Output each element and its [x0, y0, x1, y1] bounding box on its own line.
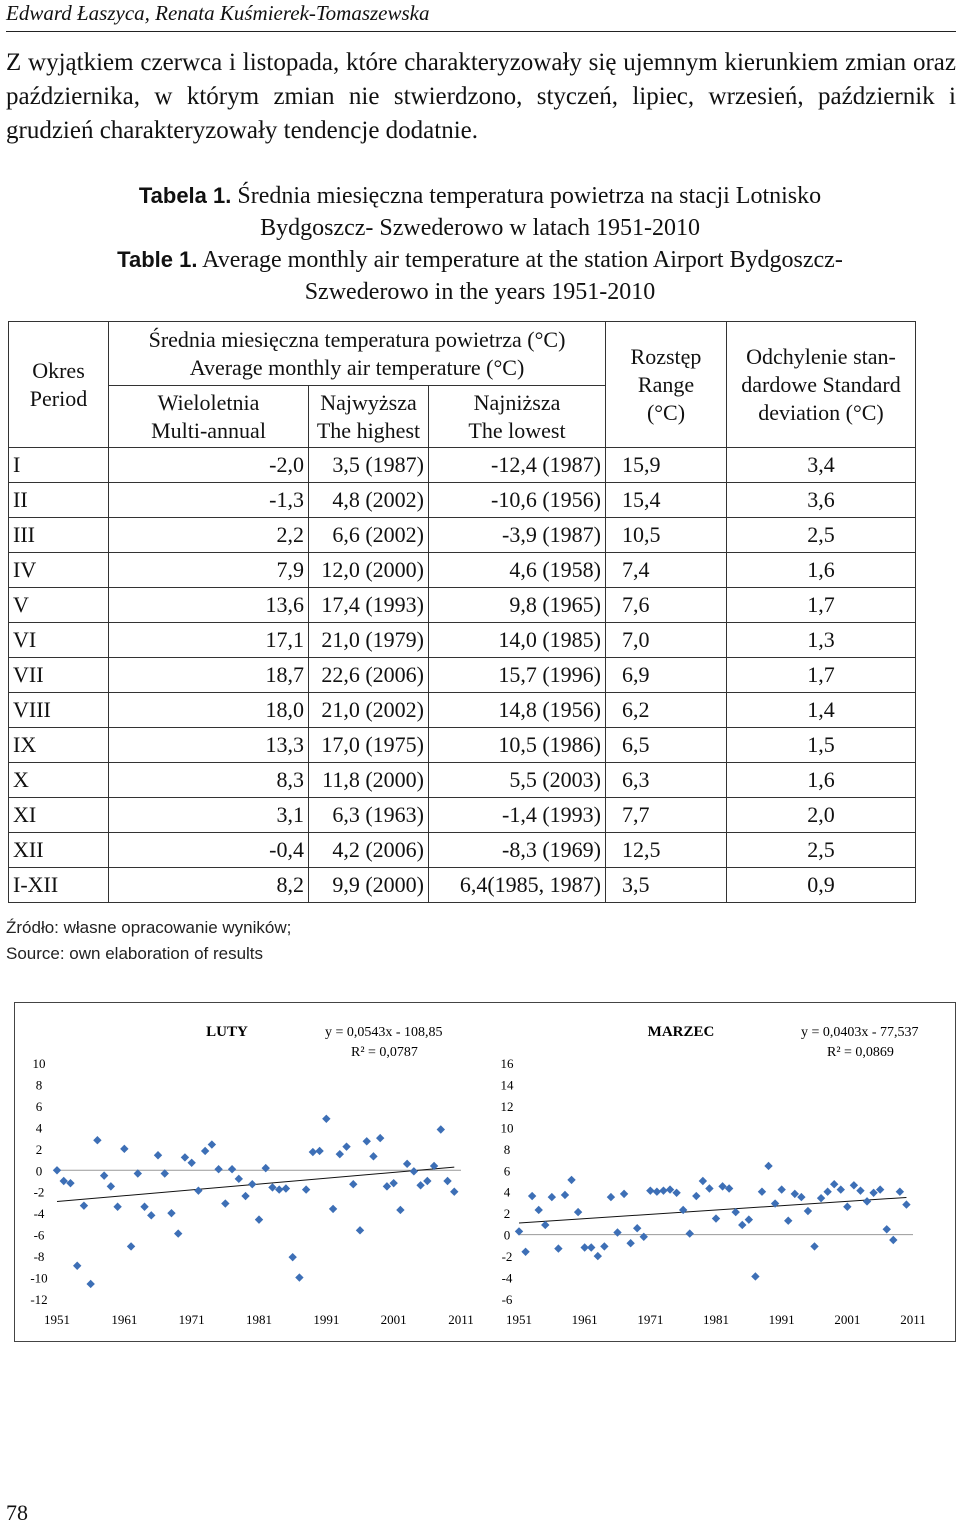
- header-sd-line2: dardowe Standard: [741, 371, 901, 397]
- cell-multi-annual: -2,0: [109, 448, 309, 483]
- y-tick-label: -12: [30, 1292, 48, 1307]
- data-point: [275, 1185, 283, 1193]
- table-caption-en: [0, 244, 960, 308]
- data-point: [369, 1152, 377, 1160]
- x-tick-label: 2011: [900, 1312, 926, 1327]
- header-range-en: Range: [637, 371, 695, 397]
- cell-range: 12,5: [606, 833, 727, 868]
- data-point: [214, 1165, 222, 1173]
- cell-range: 6,9: [606, 658, 727, 693]
- data-point: [567, 1176, 575, 1184]
- data-point: [181, 1153, 189, 1161]
- cell-period: V: [9, 588, 109, 623]
- cell-highest: 4,8 (2002): [309, 483, 429, 518]
- cell-highest: 12,0 (2000): [309, 553, 429, 588]
- data-point: [777, 1185, 785, 1193]
- cell-std-deviation: 2,0: [727, 798, 916, 833]
- cell-lowest: -12,4 (1987): [429, 448, 606, 483]
- header-highest-pl: Najwyższa: [320, 389, 417, 415]
- table-row: [9, 868, 916, 903]
- cell-period: XII: [9, 833, 109, 868]
- header-range-unit: (°C): [646, 399, 686, 425]
- data-point: [600, 1242, 608, 1250]
- data-point: [228, 1165, 236, 1173]
- y-tick-label: -2: [33, 1184, 45, 1200]
- y-tick-label: 16: [500, 1056, 514, 1071]
- cell-range: 6,5: [606, 728, 727, 763]
- cell-range: 6,3: [606, 763, 727, 798]
- y-tick-label: 8: [35, 1077, 43, 1093]
- data-point: [646, 1186, 654, 1194]
- cell-multi-annual: 13,3: [109, 728, 309, 763]
- source-line-pl: Źródło: własne opracowanie wyników;: [6, 918, 292, 937]
- header-period: [9, 322, 109, 448]
- data-point: [376, 1134, 384, 1142]
- data-point: [659, 1186, 667, 1194]
- table-caption-pl: [0, 180, 960, 244]
- data-point: [268, 1183, 276, 1191]
- cell-std-deviation: 1,7: [727, 588, 916, 623]
- cell-period: VIII: [9, 693, 109, 728]
- data-point: [738, 1221, 746, 1229]
- data-point: [718, 1182, 726, 1190]
- data-point: [823, 1188, 831, 1196]
- y-tick-label: 4: [35, 1120, 43, 1136]
- data-point: [856, 1186, 864, 1194]
- data-point: [288, 1253, 296, 1261]
- x-tick-label: 1981: [703, 1312, 729, 1327]
- header-multi-pl: Wieloletnia: [157, 389, 260, 415]
- data-point: [699, 1177, 707, 1185]
- header-highest-en: The highest: [316, 417, 421, 443]
- data-point: [60, 1177, 68, 1185]
- table-row: [9, 553, 916, 588]
- trendline-equation: y = 0,0403x - 77,537: [801, 1025, 919, 1040]
- cell-range: 7,7: [606, 798, 727, 833]
- data-point: [548, 1193, 556, 1201]
- header-sd-line1: Odchylenie stan-: [746, 343, 896, 369]
- cell-lowest: -3,9 (1987): [429, 518, 606, 553]
- header-lowest-pl: Najniższa: [473, 389, 561, 415]
- cell-highest: 6,6 (2002): [309, 518, 429, 553]
- header-multi-en: Multi-annual: [151, 417, 266, 443]
- cell-lowest: -1,4 (1993): [429, 798, 606, 833]
- table-row: [9, 798, 916, 833]
- y-tick-label: 10: [500, 1120, 514, 1136]
- cell-multi-annual: 8,2: [109, 868, 309, 903]
- y-tick-label: 12: [500, 1098, 514, 1114]
- data-point: [620, 1190, 628, 1198]
- cell-range: 7,4: [606, 553, 727, 588]
- cell-std-deviation: 3,4: [727, 448, 916, 483]
- table-row: [9, 833, 916, 868]
- r-squared-label: R² = 0,0869: [827, 1045, 894, 1060]
- data-point: [403, 1160, 411, 1168]
- trendline-equation: y = 0,0543x - 108,85: [325, 1025, 443, 1040]
- cell-highest: 9,9 (2000): [309, 868, 429, 903]
- cell-period: II: [9, 483, 109, 518]
- data-point: [902, 1200, 910, 1208]
- y-tick-label: 0: [503, 1227, 511, 1243]
- cell-period: VI: [9, 623, 109, 658]
- header-rule: [6, 31, 956, 32]
- caption-label-pl: Tabela 1.: [138, 183, 232, 208]
- header-range: [606, 322, 727, 448]
- cell-period: XI: [9, 798, 109, 833]
- cell-lowest: 5,5 (2003): [429, 763, 606, 798]
- data-point: [450, 1188, 458, 1196]
- data-point: [784, 1216, 792, 1224]
- x-tick-label: 1981: [246, 1312, 272, 1327]
- cell-std-deviation: 3,6: [727, 483, 916, 518]
- cell-lowest: 14,8 (1956): [429, 693, 606, 728]
- header-range-pl: Rozstęp: [630, 343, 702, 369]
- x-tick-label: 1971: [178, 1312, 205, 1327]
- cell-range: 15,9: [606, 448, 727, 483]
- x-tick-label: 2011: [448, 1312, 474, 1327]
- table-row: [9, 448, 916, 483]
- data-point: [705, 1184, 713, 1192]
- header-average-pl: Średnia miesięczna temperatura powietrza (°C): [148, 326, 566, 352]
- cell-multi-annual: 2,2: [109, 518, 309, 553]
- data-point: [93, 1136, 101, 1144]
- x-tick-label: 1991: [313, 1312, 340, 1327]
- y-tick-label: -10: [30, 1270, 48, 1286]
- data-point: [53, 1166, 61, 1174]
- header-highest: [309, 386, 429, 448]
- y-tick-label: 8: [503, 1141, 511, 1157]
- header-period-pl: Okres: [32, 357, 85, 383]
- page-number: 78: [6, 1500, 28, 1525]
- cell-multi-annual: 8,3: [109, 763, 309, 798]
- cell-std-deviation: 2,5: [727, 518, 916, 553]
- header-lowest: [429, 386, 606, 448]
- data-point: [295, 1273, 303, 1281]
- data-point: [262, 1164, 270, 1172]
- running-head: Edward Łaszyca, Renata Kuśmierek-Tomaszewska: [6, 1, 430, 25]
- cell-highest: 17,4 (1993): [309, 588, 429, 623]
- cell-highest: 4,2 (2006): [309, 833, 429, 868]
- data-point: [174, 1229, 182, 1237]
- data-point: [751, 1272, 759, 1280]
- cell-std-deviation: 0,9: [727, 868, 916, 903]
- data-point: [883, 1225, 891, 1233]
- cell-range: 7,6: [606, 588, 727, 623]
- data-point: [633, 1224, 641, 1232]
- data-point: [587, 1243, 595, 1251]
- data-point: [416, 1181, 424, 1189]
- data-point: [329, 1205, 337, 1213]
- y-tick-label: -2: [501, 1249, 513, 1265]
- y-tick-label: -6: [501, 1292, 513, 1307]
- data-point: [356, 1226, 364, 1234]
- cell-highest: 3,5 (1987): [309, 448, 429, 483]
- cell-range: 7,0: [606, 623, 727, 658]
- temperature-table: [8, 321, 916, 903]
- scatter-charts: [15, 1003, 955, 1341]
- data-point: [241, 1192, 249, 1200]
- data-point: [120, 1145, 128, 1153]
- data-point: [187, 1159, 195, 1167]
- table-row: [9, 623, 916, 658]
- data-point: [396, 1206, 404, 1214]
- data-point: [336, 1150, 344, 1158]
- cell-period: IV: [9, 553, 109, 588]
- cell-multi-annual: 17,1: [109, 623, 309, 658]
- cell-lowest: 10,5 (1986): [429, 728, 606, 763]
- cell-range: 15,4: [606, 483, 727, 518]
- data-point: [889, 1236, 897, 1244]
- data-point: [810, 1242, 818, 1250]
- data-point: [410, 1167, 418, 1175]
- cell-std-deviation: 1,7: [727, 658, 916, 693]
- x-tick-label: 2001: [380, 1312, 407, 1327]
- data-point: [194, 1186, 202, 1194]
- table-row: [9, 728, 916, 763]
- data-point: [322, 1115, 330, 1123]
- table-row: [9, 483, 916, 518]
- y-tick-label: -8: [33, 1249, 45, 1265]
- data-point: [437, 1125, 445, 1133]
- cell-std-deviation: 1,3: [727, 623, 916, 658]
- caption-text-pl-line1: Średnia miesięczna temperatura powietrza na stacji Lotnisko: [231, 183, 822, 209]
- y-tick-label: 4: [503, 1184, 511, 1200]
- data-point: [363, 1137, 371, 1145]
- data-point: [594, 1252, 602, 1260]
- cell-std-deviation: 1,4: [727, 693, 916, 728]
- table-row: [9, 518, 916, 553]
- x-tick-label: 1951: [44, 1312, 70, 1327]
- data-point: [140, 1203, 148, 1211]
- x-tick-label: 2001: [834, 1312, 861, 1327]
- header-lowest-en: The lowest: [468, 417, 566, 443]
- cell-multi-annual: 18,0: [109, 693, 309, 728]
- cell-highest: 21,0 (1979): [309, 623, 429, 658]
- cell-std-deviation: 1,5: [727, 728, 916, 763]
- data-point: [66, 1179, 74, 1187]
- caption-text-en-line2: Szwederowo in the years 1951-2010: [304, 279, 656, 305]
- data-point: [837, 1185, 845, 1193]
- cell-highest: 22,6 (2006): [309, 658, 429, 693]
- data-point: [725, 1184, 733, 1192]
- caption-text-pl-line2: Bydgoszcz- Szwederowo w latach 1951-2010: [260, 215, 700, 241]
- cell-period: VII: [9, 658, 109, 693]
- y-tick-label: 2: [503, 1206, 511, 1222]
- data-point: [208, 1140, 216, 1148]
- y-tick-label: -4: [33, 1206, 45, 1222]
- data-point: [302, 1185, 310, 1193]
- data-point: [712, 1214, 720, 1222]
- data-point: [342, 1142, 350, 1150]
- x-tick-label: 1961: [571, 1312, 598, 1327]
- data-point: [113, 1203, 121, 1211]
- cell-highest: 21,0 (2002): [309, 693, 429, 728]
- x-tick-label: 1971: [637, 1312, 664, 1327]
- data-point: [830, 1180, 838, 1188]
- cell-period: I-XII: [9, 868, 109, 903]
- y-tick-label: 6: [503, 1163, 511, 1179]
- table-row: [9, 693, 916, 728]
- cell-highest: 6,3 (1963): [309, 798, 429, 833]
- cell-highest: 11,8 (2000): [309, 763, 429, 798]
- cell-lowest: -8,3 (1969): [429, 833, 606, 868]
- header-std-deviation: [727, 322, 916, 448]
- y-tick-label: 0: [35, 1163, 43, 1179]
- cell-std-deviation: 1,6: [727, 553, 916, 588]
- r-squared-label: R² = 0,0787: [351, 1045, 418, 1060]
- data-point: [850, 1181, 858, 1189]
- cell-range: 6,2: [606, 693, 727, 728]
- charts-frame: [14, 1002, 956, 1342]
- y-tick-label: 14: [500, 1077, 514, 1093]
- data-point: [574, 1208, 582, 1216]
- data-point: [804, 1207, 812, 1215]
- data-point: [147, 1211, 155, 1219]
- cell-lowest: -10,6 (1956): [429, 483, 606, 518]
- data-point: [679, 1206, 687, 1214]
- header-period-en: Period: [29, 385, 88, 411]
- cell-lowest: 14,0 (1985): [429, 623, 606, 658]
- y-tick-label: 6: [35, 1098, 43, 1114]
- data-point: [423, 1177, 431, 1185]
- data-point: [255, 1215, 263, 1223]
- chart-title: MARZEC: [647, 1024, 715, 1040]
- data-point: [73, 1262, 81, 1270]
- cell-lowest: 4,6 (1958): [429, 553, 606, 588]
- data-point: [248, 1180, 256, 1188]
- cell-highest: 17,0 (1975): [309, 728, 429, 763]
- cell-multi-annual: -0,4: [109, 833, 309, 868]
- data-point: [167, 1209, 175, 1217]
- cell-multi-annual: 13,6: [109, 588, 309, 623]
- data-point: [541, 1221, 549, 1229]
- data-point: [315, 1147, 323, 1155]
- data-point: [127, 1242, 135, 1250]
- data-point: [607, 1193, 615, 1201]
- data-point: [235, 1175, 243, 1183]
- cell-multi-annual: 3,1: [109, 798, 309, 833]
- data-point: [686, 1229, 694, 1237]
- data-point: [107, 1182, 115, 1190]
- cell-lowest: 9,8 (1965): [429, 588, 606, 623]
- header-average: [109, 322, 606, 386]
- data-point: [349, 1180, 357, 1188]
- x-tick-label: 1991: [768, 1312, 795, 1327]
- data-point: [653, 1188, 661, 1196]
- data-point: [626, 1239, 634, 1247]
- y-tick-label: -4: [501, 1270, 513, 1286]
- data-point: [758, 1188, 766, 1196]
- data-point: [154, 1151, 162, 1159]
- data-point: [201, 1147, 209, 1155]
- data-point: [896, 1188, 904, 1196]
- cell-multi-annual: 7,9: [109, 553, 309, 588]
- data-point: [561, 1191, 569, 1199]
- data-point: [692, 1192, 700, 1200]
- table-row: [9, 658, 916, 693]
- data-point: [309, 1148, 317, 1156]
- header-average-en: Average monthly air temperature (°C): [189, 354, 525, 380]
- caption-label-en: Table 1.: [117, 247, 198, 272]
- data-point: [521, 1248, 529, 1256]
- chart-title: LUTY: [206, 1024, 248, 1040]
- x-tick-label: 1961: [111, 1312, 138, 1327]
- body-paragraph: Z wyjątkiem czerwca i listopada, które charakteryzowały się ujemnym kierunkiem zmian oraz października, w którym zmian nie stwierdzono, styczeń, lipiec, wrzesień, październik i grudzień charakteryzowały tendencje dodatnie.: [6, 49, 956, 144]
- cell-std-deviation: 1,6: [727, 763, 916, 798]
- data-point: [843, 1203, 851, 1211]
- x-tick-label: 1951: [506, 1312, 532, 1327]
- data-point: [443, 1177, 451, 1185]
- cell-range: 10,5: [606, 518, 727, 553]
- cell-period: I: [9, 448, 109, 483]
- y-tick-label: 10: [32, 1056, 46, 1071]
- data-point: [764, 1162, 772, 1170]
- data-point: [282, 1184, 290, 1192]
- cell-period: III: [9, 518, 109, 553]
- data-point: [817, 1194, 825, 1202]
- source-note: [6, 915, 291, 967]
- cell-lowest: 15,7 (1996): [429, 658, 606, 693]
- table-row: [9, 588, 916, 623]
- header-multi-annual: [109, 386, 309, 448]
- data-point: [100, 1171, 108, 1179]
- data-point: [640, 1233, 648, 1241]
- cell-std-deviation: 2,5: [727, 833, 916, 868]
- y-tick-label: -6: [33, 1227, 45, 1243]
- data-point: [863, 1197, 871, 1205]
- cell-lowest: 6,4(1985, 1987): [429, 868, 606, 903]
- cell-range: 3,5: [606, 868, 727, 903]
- cell-multi-annual: -1,3: [109, 483, 309, 518]
- table-row: [9, 763, 916, 798]
- data-point: [535, 1206, 543, 1214]
- source-line-en: Source: own elaboration of results: [6, 944, 264, 963]
- data-point: [745, 1215, 753, 1223]
- data-point: [80, 1201, 88, 1209]
- data-point: [221, 1199, 229, 1207]
- cell-period: IX: [9, 728, 109, 763]
- cell-period: X: [9, 763, 109, 798]
- caption-text-en-line1: Average monthly air temperature at the station Airport Bydgoszcz-: [197, 247, 843, 273]
- header-sd-line3: deviation (°C): [758, 399, 884, 425]
- y-tick-label: 2: [35, 1141, 43, 1157]
- data-point: [554, 1244, 562, 1252]
- data-point: [613, 1228, 621, 1236]
- table-body: [9, 448, 916, 903]
- data-point: [86, 1280, 94, 1288]
- data-point: [528, 1192, 536, 1200]
- cell-multi-annual: 18,7: [109, 658, 309, 693]
